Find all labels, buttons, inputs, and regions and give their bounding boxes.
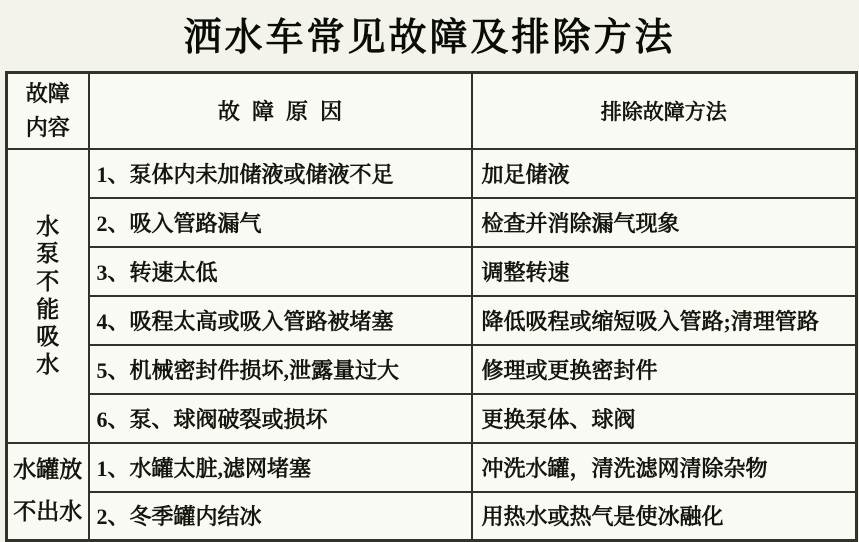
- table-row: [7, 247, 857, 296]
- table-row: [7, 198, 857, 247]
- table-row: [7, 296, 857, 345]
- group-label-tank-text: 水罐放不出水: [13, 456, 83, 525]
- remedy-cell: 用热水或热气是使冰融化: [472, 492, 857, 541]
- remedy-cell: 调整转速: [472, 247, 857, 296]
- remedy-cell: 降低吸程或缩短吸入管路;清理管路: [472, 296, 857, 345]
- header-remedy-label: 排除故障方法: [600, 99, 727, 124]
- header-fault-content-label: 故障内容: [25, 80, 70, 140]
- table-row: [7, 345, 857, 394]
- cause-cell: 2、吸入管路漏气: [89, 198, 472, 247]
- remedy-cell: 修理或更换密封件: [472, 345, 857, 394]
- fault-troubleshooting-table: [5, 71, 858, 542]
- cause-cell: 2、冬季罐内结冰: [89, 492, 472, 541]
- remedy-cell: 更换泵体、球阀: [472, 394, 857, 443]
- header-fault-cause: [89, 73, 472, 149]
- header-fault-cause-label: 故障原因: [217, 99, 355, 125]
- cause-cell: 1、水罐太脏,滤网堵塞: [89, 443, 472, 492]
- cause-cell: 5、机械密封件损坏,泄露量过大: [89, 345, 472, 394]
- table-row: [7, 394, 857, 443]
- cause-cell: 4、吸程太高或吸入管路被堵塞: [89, 296, 472, 345]
- remedy-cell: 加足储液: [472, 149, 857, 198]
- group-label-pump-text: 水泵不能吸水: [36, 213, 60, 377]
- cause-cell: 3、转速太低: [89, 247, 472, 296]
- cause-cell: 1、泵体内未加储液或储液不足: [89, 149, 472, 198]
- table-row: [7, 443, 857, 492]
- table-header-row: [7, 73, 857, 149]
- table-row: [7, 492, 857, 541]
- table-row: [7, 149, 857, 198]
- cause-cell: 6、泵、球阀破裂或损坏: [89, 394, 472, 443]
- group-label-pump-cannot-suck: [7, 149, 89, 443]
- header-fault-content: [7, 73, 89, 149]
- header-remedy: [472, 73, 857, 149]
- remedy-cell: 检查并消除漏气现象: [472, 198, 857, 247]
- remedy-cell: 冲洗水罐，清洗滤网清除杂物: [472, 443, 857, 492]
- page-title: 洒水车常见故障及排除方法: [183, 17, 676, 59]
- group-label-tank-no-water: [7, 443, 89, 541]
